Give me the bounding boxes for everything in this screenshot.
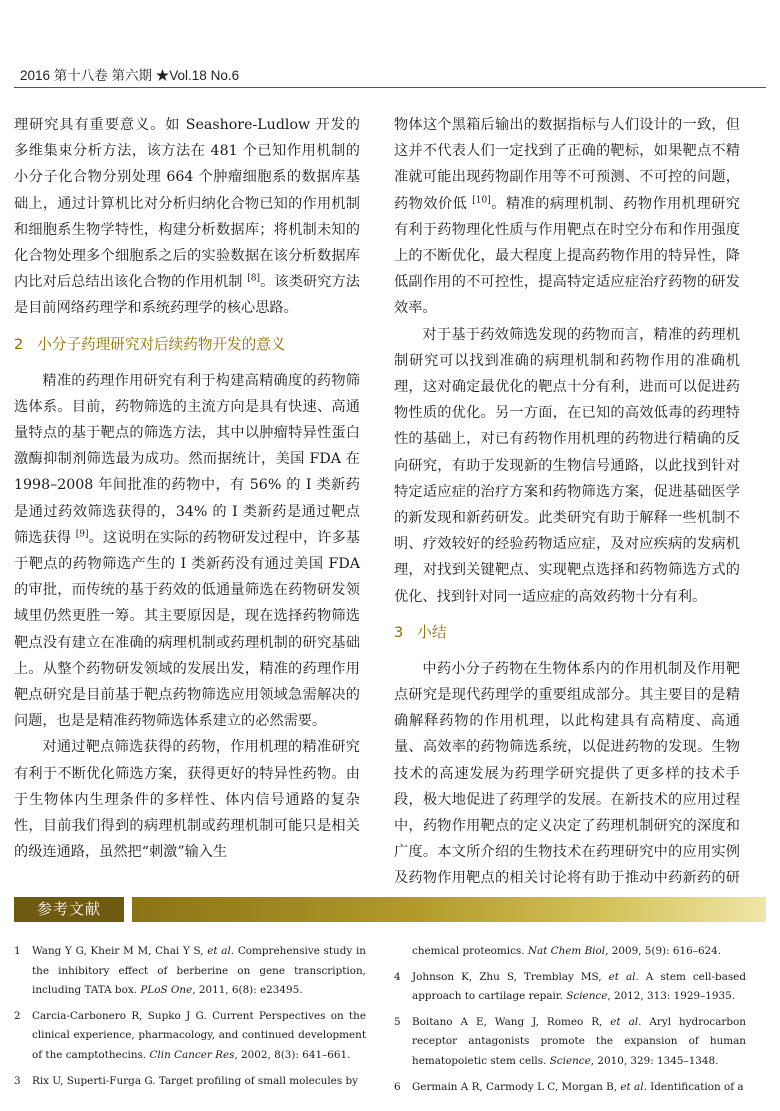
reference-item: 3 Rix U, Superti-Furga G. Target profiling of small molecules by [14, 1074, 358, 1087]
reference-item: 2 Carcia-Carbonero R, Supko J G. Current Perspectives on the clinical experience, pharmacology, and continued development of the camptothecins. Clin Cancer Res, 2002, 8(3): 641–661. [14, 1009, 366, 1061]
paragraph: 对于基于药效筛选发现的药物而言，精准的药理机制研究可以找到准确的病理机制和药物作用的准确机理，这对确定最优化的靶点十分有利，进而可以促进药物性质的优化。另一方面，在已知的高效低毒的药理特性的基础上，对已有药物作用机理的药物进行精确的反向研究，有助于发现新的生物信号通路，以此找到针对特定适应症的治疗方案和药物筛选方案，促进基础医学的新发现和新药研发。此类研究有助于解释一些机制不明、疗效较好的经验药物适应症，及对应疾病的发病机理，对找到关键靶点、实现靶点选择和药物筛选方式的优化、找到针对同一适应症的高效药物十分有利。 [394, 326, 740, 605]
section-heading: 3 小结 [394, 623, 447, 641]
left-column [14, 112, 360, 865]
paragraph: 理研究具有重要意义。如 Seashore-Ludlow 开发的多维集束分析方法，该方法在 481 个已知作用机制的小分子化合物分别处理 664 个肿瘤细胞系的数据库基础上，通过计算机比对分析归纳化合物已知的作用机制和细胞系生物学特性，构建分析数据库；将机制未知的化合物处理多个细胞系之后的实验数据在该分析数据库内比对后总结出该化合物的作用机制 [8]。该类研究方法是目前网络药理学和系统药理学的核心思路。 [14, 117, 360, 317]
references-left [14, 942, 366, 1097]
citation: [8] [247, 273, 260, 284]
reference-item: 6 Germain A R, Carmody L C, Morgan B, et al. Identification of a [394, 1080, 744, 1093]
reference-item: 4 Johnson K, Zhu S, Tremblay MS, et al. A stem cell-based approach to cartilage repair. Science, 2012, 313: 1929–1935. [394, 970, 746, 1003]
paragraph: 对通过靶点筛选获得的药物，作用机理的精准研究有利于不断优化筛选方案，获得更好的特异性药物。由于生物体内生理条件的多样性、体内信号通路的复杂性，目前我们得到的病理机制或药理机制可能只是相关的级连通路，虽然把“刺激”输入生 [14, 739, 360, 861]
reference-item: 5 Boitano A E, Wang J, Romeo R, et al. Aryl hydrocarbon receptor antagonists promote the expansion of human hematopoietic stem cells. Science, 2010, 329: 1345–1348. [394, 1015, 746, 1067]
running-header: 2016 第十八卷 第六期 ★Vol.18 No.6 [20, 68, 240, 83]
section-heading: 2 小分子药理研究对后续药物开发的意义 [14, 335, 286, 353]
paragraph: 精准的药理作用研究有利于构建高精确度的药物筛选体系。目前，药物筛选的主流方向是具有快速、高通量特点的基于靶点的筛选方法，其中以肿瘤特异性蛋白激酶抑制剂筛选最为成功。然而据统计，美国 FDA 在 1998–2008 年间批准的药物中，有 56% 的 I 类新药是通过药效筛选获得的，34% 的 I 类新药是通过靶点筛选获得 [9]。这说明在实际的药物研发过程中，许多基于靶点的药物筛选产生的 I 类新药没有通过美国 FDA 的审批，而传统的基于药效的低通量筛选在药物研发领域里仍然更胜一筹。其主要原因是，现在选择药物筛选靶点没有建立在准确的病理机制或药理机制的研究基础上。从整个药物研发领域的发展出发，精准的药理作用靶点研究是目前基于靶点药物筛选应用领域急需解决的问题，也是是精准药物筛选体系建立的必然需要。 [14, 372, 360, 730]
reference-item-continued: chemical proteomics. Nat Chem Biol, 2009, 5(9): 616–624. [412, 945, 722, 957]
references-banner [14, 897, 766, 922]
header-divider [14, 87, 766, 88]
paragraph: 物体这个黑箱后输出的数据指标与人们设计的一致，但这并不代表人们一定找到了正确的靶标，如果靶点不精准就可能出现药物副作用等不可预测、不可控的问题，药物效价低 [10]。精准的病理机制、药物作用机理研究有利于药物理化性质与作用靶点在时空分布和作用强度上的不断优化，最大程度上提高药物作用的特异性，降低副作用的不可控性，提高特定适应症治疗药物的研发效率。 [394, 117, 740, 317]
references-heading: 参考文献 [14, 897, 124, 922]
paragraph: 中药小分子药物在生物体系内的作用机制及作用靶点研究是现代药理学的重要组成部分。其主要目的是精确解释药物的作用机理，以此构建具有高精度、高通量、高效率的药物筛选系统，以促进药物的发现。生物技术的高速发展为药理学研究提供了更多样的技术手段，极大地促进了药理学的发展。在新技术的应用过程中，药物作用靶点的定义决定了药理机制研究的深度和广度。本文所介绍的生物技术在药理研究中的应用实例及药物作用靶点的相关讨论将有助于推动中药新药的研 [394, 660, 740, 887]
right-column [394, 112, 740, 918]
citation: [9] [75, 529, 89, 540]
references-right [394, 942, 746, 1103]
reference-item: 1 Wang Y G, Kheir M M, Chai Y S, et al. Comprehensive study in the inhibitory effect of berberine on gene transcription, including TATA box. PLoS One, 2011, 6(8): e23495. [14, 945, 366, 997]
decorative-gradient-bar [132, 897, 766, 922]
citation: [10] [472, 194, 491, 205]
